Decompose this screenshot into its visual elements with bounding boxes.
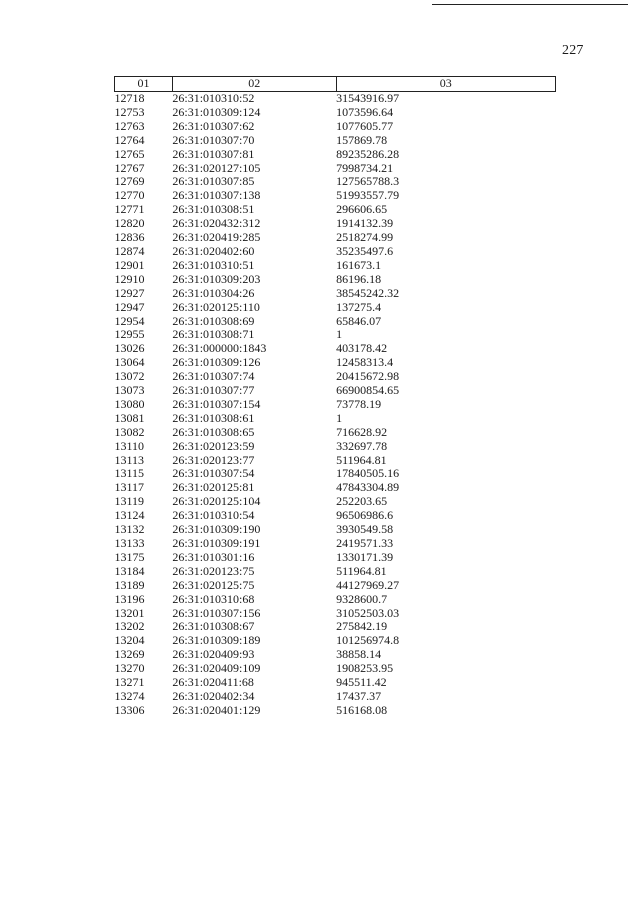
- value-cell: 17840505.16: [336, 466, 400, 481]
- table-row: [115, 217, 556, 231]
- row-number-cell: 13113: [114, 452, 145, 467]
- cadastral-number-cell: 26:31:020125:81: [172, 480, 255, 495]
- cadastral-number-cell: 26:31:020123:59: [172, 438, 255, 453]
- value-cell: 1: [336, 327, 343, 342]
- row-number-cell: 13201: [114, 605, 145, 620]
- cadastral-number-cell: 26:31:010308:65: [172, 424, 255, 439]
- table-row: [115, 120, 556, 134]
- cadastral-number-cell: 26:31:010307:54: [172, 466, 255, 481]
- table-row: [115, 565, 556, 579]
- value-cell: 89235286.28: [336, 146, 400, 161]
- row-number-cell: 12718: [114, 91, 145, 105]
- table-row: [115, 579, 556, 593]
- value-cell: 161673.1: [336, 257, 382, 272]
- cadastral-number-cell: 26:31:020127:105: [172, 160, 261, 175]
- row-number-cell: 12874: [114, 243, 145, 258]
- row-number-cell: 12954: [114, 313, 145, 328]
- value-cell: 511964.81: [336, 452, 387, 467]
- value-cell: 516168.08: [336, 702, 388, 717]
- value-cell: 51993557.79: [336, 188, 400, 203]
- cadastral-number-cell: 26:31:010304:26: [172, 285, 255, 300]
- cadastral-number-cell: 26:31:010307:154: [172, 396, 261, 411]
- table-row: [115, 690, 556, 704]
- page-number: 227: [562, 43, 584, 58]
- cadastral-number-cell: 26:31:020402:60: [172, 243, 255, 258]
- value-cell: 1: [336, 410, 343, 425]
- cadastral-number-cell: 26:31:020432:312: [172, 216, 261, 231]
- value-cell: 403178.42: [336, 341, 388, 356]
- table-row: [115, 593, 556, 607]
- table-row: [115, 92, 556, 106]
- table-row: [115, 148, 556, 162]
- value-cell: 96506986.6: [336, 508, 394, 523]
- row-number-cell: 12763: [114, 118, 145, 133]
- value-cell: 332697.78: [336, 438, 388, 453]
- table-row: [115, 370, 556, 384]
- cadastral-number-cell: 26:31:010301:16: [172, 549, 255, 564]
- table-row: [115, 676, 556, 690]
- row-number-cell: 13270: [114, 661, 145, 676]
- table-row: [115, 509, 556, 523]
- cadastral-number-cell: 26:31:010308:71: [172, 327, 255, 342]
- cadastral-number-cell: 26:31:010307:156: [172, 605, 261, 620]
- cadastral-number-cell: 26:31:010309:126: [172, 355, 261, 370]
- cadastral-number-cell: 26:31:020123:77: [172, 452, 255, 467]
- cadastral-number-cell: 26:31:020125:75: [172, 577, 255, 592]
- row-number-cell: 13124: [114, 508, 145, 523]
- row-number-cell: 12947: [114, 299, 145, 314]
- value-cell: 511964.81: [336, 563, 387, 578]
- cadastral-number-cell: 26:31:010307:138: [172, 188, 261, 203]
- value-cell: 47843304.89: [336, 480, 400, 495]
- row-number-cell: 12955: [114, 327, 145, 342]
- value-cell: 31543916.97: [336, 91, 400, 105]
- row-number-cell: 13072: [114, 369, 145, 384]
- cadastral-number-cell: 26:31:010309:189: [172, 633, 261, 648]
- table-row: [115, 412, 556, 426]
- row-number-cell: 12765: [114, 146, 145, 161]
- value-cell: 716628.92: [336, 424, 388, 439]
- table-row: [115, 162, 556, 176]
- value-cell: 1908253.95: [336, 661, 394, 676]
- row-number-cell: 12927: [114, 285, 145, 300]
- table-row: [115, 301, 556, 315]
- row-number-cell: 12820: [114, 216, 145, 231]
- value-cell: 157869.78: [336, 132, 388, 147]
- row-number-cell: 13269: [114, 647, 145, 662]
- cadastral-number-cell: 26:31:010308:51: [172, 202, 255, 217]
- row-number-cell: 13196: [114, 591, 145, 606]
- row-number-cell: 12764: [114, 132, 145, 147]
- value-cell: 65846.07: [336, 313, 382, 328]
- cadastral-number-cell: 26:31:020402:34: [172, 688, 255, 703]
- row-number-cell: 13189: [114, 577, 145, 592]
- table-row: [115, 607, 556, 621]
- value-cell: 31052503.03: [336, 605, 400, 620]
- cadastral-number-cell: 26:31:010307:81: [172, 146, 255, 161]
- cadastral-number-cell: 26:31:020419:285: [172, 230, 261, 245]
- value-cell: 3930549.58: [336, 522, 394, 537]
- value-cell: 44127969.27: [336, 577, 400, 592]
- value-cell: 1914132.39: [336, 216, 394, 231]
- value-cell: 101256974.8: [336, 633, 400, 648]
- table-row: [115, 426, 556, 440]
- row-number-cell: 12769: [114, 174, 145, 189]
- table-row: [115, 384, 556, 398]
- cadastral-number-cell: 26:31:010309:203: [172, 271, 261, 286]
- cadastral-number-cell: 26:31:020123:75: [172, 563, 255, 578]
- value-cell: 137275.4: [336, 299, 382, 314]
- row-number-cell: 13175: [114, 549, 145, 564]
- value-cell: 38858.14: [336, 647, 382, 662]
- row-number-cell: 12767: [114, 160, 145, 175]
- row-number-cell: 13204: [114, 633, 145, 648]
- cadastral-number-cell: 26:31:010308:61: [172, 410, 255, 425]
- table-row: [115, 175, 556, 189]
- row-number-cell: 13202: [114, 619, 145, 634]
- value-cell: 66900854.65: [336, 383, 400, 398]
- row-number-cell: 13184: [114, 563, 145, 578]
- column-header-02: 02: [172, 77, 336, 92]
- value-cell: 7998734.21: [336, 160, 394, 175]
- cadastral-number-cell: 26:31:020401:129: [172, 702, 261, 717]
- value-cell: 1073596.64: [336, 104, 394, 119]
- table-row: [115, 106, 556, 120]
- table-row: [115, 203, 556, 217]
- table-row: [115, 356, 556, 370]
- value-cell: 17437.37: [336, 688, 382, 703]
- cadastral-number-cell: 26:31:010309:190: [172, 522, 261, 537]
- row-number-cell: 12910: [114, 271, 145, 286]
- table-row: [115, 495, 556, 509]
- table-row: [115, 315, 556, 329]
- data-table: [114, 76, 556, 718]
- cadastral-number-cell: 26:31:010307:85: [172, 174, 255, 189]
- row-number-cell: 13274: [114, 688, 145, 703]
- value-cell: 2518274.99: [336, 230, 394, 245]
- value-cell: 945511.42: [336, 675, 387, 690]
- top-rule: [432, 4, 628, 5]
- row-number-cell: 13064: [114, 355, 145, 370]
- table-row: [115, 537, 556, 551]
- table-body: [115, 92, 556, 718]
- row-number-cell: 13110: [114, 438, 145, 453]
- table-row: [115, 231, 556, 245]
- row-number-cell: 13081: [114, 410, 145, 425]
- row-number-cell: 13080: [114, 396, 145, 411]
- cadastral-number-cell: 26:31:020411:68: [172, 675, 254, 690]
- table-row: [115, 245, 556, 259]
- cadastral-number-cell: 26:31:010310:54: [172, 508, 255, 523]
- cadastral-number-cell: 26:31:010309:191: [172, 536, 261, 550]
- column-header-01: 01: [115, 77, 173, 92]
- row-number-cell: 13073: [114, 383, 145, 398]
- table-row: [115, 273, 556, 287]
- row-number-cell: 13115: [114, 466, 145, 481]
- table-row: [115, 134, 556, 148]
- row-number-cell: 13026: [114, 341, 145, 356]
- value-cell: 252203.65: [336, 494, 388, 509]
- cadastral-number-cell: 26:31:010310:52: [172, 91, 255, 105]
- table-row: [115, 328, 556, 342]
- table-row: [115, 440, 556, 454]
- value-cell: 275842.19: [336, 619, 388, 634]
- cadastral-number-cell: 26:31:010308:69: [172, 313, 255, 328]
- cadastral-number-cell: 26:31:010307:74: [172, 369, 255, 384]
- cadastral-number-cell: 26:31:010308:67: [172, 619, 255, 634]
- cadastral-number-cell: 26:31:010307:62: [172, 118, 255, 133]
- table-row: [115, 620, 556, 634]
- value-cell: 86196.18: [336, 271, 382, 286]
- value-cell: 35235497.6: [336, 243, 394, 258]
- cadastral-number-cell: 26:31:020125:104: [172, 494, 261, 509]
- table-row: [115, 634, 556, 648]
- cadastral-number-cell: 26:31:010309:124: [172, 104, 261, 119]
- row-number-cell: 12836: [114, 230, 145, 245]
- row-number-cell: 13133: [114, 536, 145, 550]
- row-number-cell: 13306: [114, 702, 145, 717]
- table-row: [115, 481, 556, 495]
- row-number-cell: 13119: [114, 494, 145, 509]
- table-row: [115, 189, 556, 203]
- cadastral-number-cell: 26:31:020125:110: [172, 299, 260, 314]
- row-number-cell: 12753: [114, 104, 145, 119]
- row-number-cell: 12771: [114, 202, 145, 217]
- cadastral-number-cell: 26:31:010307:77: [172, 383, 255, 398]
- value-cell: 2419571.33: [336, 536, 394, 550]
- row-number-cell: 13117: [114, 480, 145, 495]
- cadastral-number-cell: 26:31:020409:93: [172, 647, 255, 662]
- cadastral-number-cell: 26:31:010310:51: [172, 257, 255, 272]
- value-cell: 38545242.32: [336, 285, 400, 300]
- row-number-cell: 12901: [114, 257, 145, 272]
- table-row: [115, 662, 556, 676]
- table-row: [115, 467, 556, 481]
- value-cell: 9328600.7: [336, 591, 388, 606]
- value-cell: 296606.65: [336, 202, 388, 217]
- cadastral-number-cell: 26:31:020409:109: [172, 661, 261, 676]
- table-row: [115, 704, 556, 718]
- table-row: [115, 398, 556, 412]
- row-number-cell: 13082: [114, 424, 145, 439]
- column-header-03: 03: [336, 77, 555, 92]
- value-cell: 20415672.98: [336, 369, 400, 384]
- value-cell: 73778.19: [336, 396, 382, 411]
- cadastral-number-cell: 26:31:010307:70: [172, 132, 255, 147]
- table-row: [115, 342, 556, 356]
- table-row: [115, 287, 556, 301]
- table-row: [115, 454, 556, 468]
- row-number-cell: 12770: [114, 188, 145, 203]
- row-number-cell: 13271: [114, 675, 145, 690]
- row-number-cell: 13132: [114, 522, 145, 537]
- cadastral-number-cell: 26:31:010310:68: [172, 591, 255, 606]
- table-row: [115, 648, 556, 662]
- table-row: [115, 523, 556, 537]
- cadastral-number-cell: 26:31:000000:1843: [172, 341, 267, 356]
- table-row: [115, 259, 556, 273]
- value-cell: 12458313.4: [336, 355, 394, 370]
- table-row: [115, 551, 556, 565]
- value-cell: 1077605.77: [336, 118, 394, 133]
- value-cell: 1330171.39: [336, 549, 394, 564]
- table-header-row: [115, 77, 556, 92]
- value-cell: 127565788.3: [336, 174, 400, 189]
